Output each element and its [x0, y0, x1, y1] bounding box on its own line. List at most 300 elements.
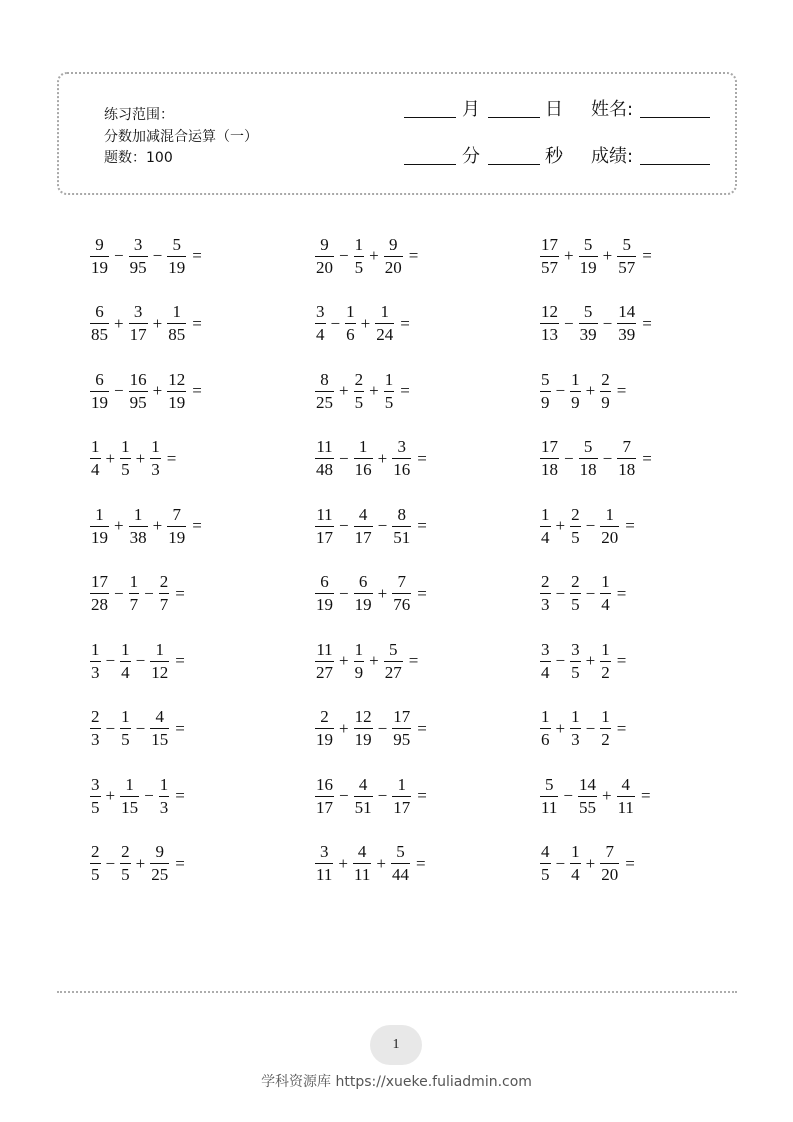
denominator: 19 — [316, 595, 333, 614]
denominator: 19 — [354, 595, 372, 614]
fraction — [89, 641, 102, 682]
fraction-bar — [150, 458, 161, 459]
denominator: 17 — [393, 797, 411, 817]
operator: + — [377, 583, 388, 603]
numerator: 1 — [172, 302, 181, 321]
problem-count: 题数：100 — [104, 150, 173, 166]
fraction — [577, 776, 598, 817]
denominator: 4 — [121, 662, 130, 682]
problem — [314, 709, 539, 749]
fraction — [383, 371, 396, 412]
fraction-bar — [570, 661, 581, 662]
numerator: 5 — [583, 234, 593, 254]
numerator: 4 — [357, 842, 367, 861]
operator: + — [369, 246, 379, 265]
operator: + — [555, 516, 566, 535]
denominator: 39 — [579, 325, 597, 344]
fraction — [539, 843, 552, 884]
denominator: 57 — [541, 257, 558, 277]
fraction-bar — [90, 593, 109, 594]
fraction-bar — [578, 796, 597, 797]
fraction — [166, 506, 187, 547]
fraction — [353, 371, 366, 412]
fraction — [344, 303, 357, 344]
operator: − — [339, 786, 349, 805]
fraction — [128, 573, 141, 614]
fraction — [89, 236, 110, 277]
denominator: 5 — [571, 527, 580, 547]
denominator: 25 — [151, 865, 169, 884]
topic-title: 分数加减混合运算（一） — [104, 128, 258, 145]
operator: + — [602, 246, 613, 265]
fraction — [599, 371, 612, 412]
fraction-bar — [540, 391, 551, 392]
operator: + — [585, 381, 596, 400]
numerator: 3 — [319, 842, 329, 861]
fraction — [314, 438, 335, 479]
fraction-bar — [384, 391, 395, 392]
name-label: 姓名: — [591, 99, 634, 120]
fraction — [166, 303, 187, 344]
fraction — [128, 506, 149, 547]
numerator: 7 — [605, 842, 614, 861]
numerator: 12 — [354, 707, 372, 726]
equals-sign: = — [415, 853, 426, 873]
minute-blank — [404, 164, 456, 165]
denominator: 3 — [91, 662, 100, 682]
numerator: 5 — [583, 437, 593, 456]
problem — [89, 574, 314, 614]
fraction-bar — [315, 458, 334, 459]
fraction — [578, 236, 599, 277]
fraction — [374, 303, 395, 344]
denominator: 15 — [151, 730, 169, 749]
fraction-bar — [90, 863, 101, 864]
operator: − — [585, 583, 596, 603]
fraction — [89, 776, 102, 817]
numerator: 4 — [155, 707, 164, 726]
fraction-bar — [315, 863, 333, 864]
numerator: 4 — [621, 774, 630, 794]
denominator: 5 — [121, 865, 130, 884]
fraction — [89, 506, 110, 547]
fraction-bar — [354, 728, 373, 729]
fraction-bar — [600, 728, 611, 729]
fraction — [599, 708, 612, 749]
fraction-bar — [540, 796, 558, 797]
fraction-bar — [159, 593, 170, 594]
fraction — [119, 776, 140, 817]
numerator: 4 — [358, 504, 368, 524]
fraction-bar — [150, 661, 169, 662]
fraction-bar — [90, 256, 109, 257]
fraction — [599, 641, 612, 682]
fraction — [128, 303, 149, 344]
denominator: 19 — [579, 257, 597, 277]
numerator: 6 — [320, 572, 329, 591]
operator: + — [339, 651, 349, 670]
numerator: 1 — [95, 504, 104, 524]
equals-sign: = — [642, 313, 652, 333]
operator: − — [555, 853, 566, 873]
equals-sign: = — [192, 381, 202, 400]
fraction — [353, 776, 374, 817]
equals-sign: = — [400, 381, 410, 400]
numerator: 5 — [172, 234, 181, 254]
numerator: 5 — [622, 234, 631, 254]
fraction — [539, 236, 560, 277]
denominator: 5 — [121, 460, 130, 479]
denominator: 95 — [129, 392, 147, 412]
denominator: 3 — [571, 730, 580, 749]
fraction — [578, 303, 599, 344]
problem — [314, 236, 539, 276]
fraction — [569, 371, 582, 412]
fraction — [149, 641, 170, 682]
fraction — [578, 438, 599, 479]
problem — [314, 776, 539, 816]
operator: − — [564, 313, 574, 333]
operator: + — [360, 313, 371, 333]
fraction — [383, 236, 404, 277]
operator: + — [585, 853, 596, 873]
fraction — [569, 506, 582, 547]
fraction — [158, 776, 171, 817]
problem — [539, 236, 764, 276]
fraction-bar — [129, 391, 148, 392]
denominator: 19 — [91, 257, 108, 277]
fraction-bar — [167, 323, 186, 324]
month-label: 月 — [462, 99, 480, 120]
operator: − — [585, 718, 596, 738]
fraction-bar — [392, 728, 411, 729]
fraction — [128, 236, 149, 277]
numerator: 1 — [601, 707, 610, 726]
fraction — [569, 573, 582, 614]
fraction-bar — [315, 796, 334, 797]
numerator: 2 — [91, 842, 100, 861]
denominator: 12 — [151, 662, 169, 682]
fraction-bar — [540, 458, 559, 459]
fraction-bar — [392, 593, 411, 594]
numerator: 11 — [316, 437, 333, 456]
numerator: 17 — [91, 572, 108, 591]
numerator: 3 — [133, 302, 143, 321]
fraction — [119, 708, 132, 749]
fraction — [539, 438, 560, 479]
denominator: 19 — [168, 527, 186, 547]
fraction-bar — [315, 526, 334, 527]
numerator: 1 — [380, 302, 389, 321]
problem — [89, 439, 314, 479]
numerator: 2 — [121, 842, 130, 861]
denominator: 4 — [541, 527, 550, 547]
numerator: 1 — [155, 639, 164, 659]
fraction-bar — [120, 661, 131, 662]
numerator: 3 — [91, 774, 100, 794]
problem — [314, 641, 539, 681]
numerator: 5 — [541, 369, 550, 389]
problem — [539, 776, 764, 816]
fraction-bar — [150, 863, 169, 864]
fraction — [569, 641, 582, 682]
problem — [314, 844, 539, 884]
operator: + — [377, 448, 388, 468]
numerator: 1 — [91, 437, 100, 456]
fraction — [391, 776, 412, 817]
numerator: 1 — [571, 369, 580, 389]
score-label: 成绩: — [591, 146, 634, 167]
operator: − — [555, 381, 566, 400]
numerator: 9 — [95, 234, 104, 254]
fraction-bar — [579, 256, 598, 257]
fraction — [89, 303, 110, 344]
score-blank — [640, 164, 710, 165]
fraction-bar — [129, 256, 148, 257]
fraction — [314, 506, 335, 547]
numerator: 11 — [316, 504, 333, 524]
fraction — [391, 506, 412, 547]
fraction — [353, 641, 366, 682]
fraction-bar — [354, 391, 365, 392]
denominator: 3 — [541, 595, 550, 614]
numerator: 1 — [121, 639, 130, 659]
problem-grid — [89, 236, 764, 911]
second-label: 秒 — [545, 146, 563, 167]
operator: − — [563, 786, 573, 805]
fraction-bar — [617, 323, 636, 324]
numerator: 2 — [541, 572, 550, 591]
problem — [89, 844, 314, 884]
fraction-bar — [391, 863, 410, 864]
numerator: 16 — [316, 774, 333, 794]
denominator: 95 — [129, 257, 147, 277]
numerator: 16 — [129, 369, 147, 389]
fraction — [383, 641, 404, 682]
denominator: 6 — [541, 730, 550, 749]
fraction-bar — [353, 863, 371, 864]
day-label: 日 — [545, 99, 563, 120]
problem — [89, 709, 314, 749]
denominator: 19 — [168, 392, 186, 412]
worksheet-info — [104, 105, 258, 170]
fraction-bar — [579, 323, 598, 324]
fraction-bar — [392, 526, 411, 527]
fraction-bar — [600, 593, 611, 594]
fraction — [314, 371, 335, 412]
denominator: 38 — [129, 527, 147, 547]
fraction-bar — [570, 728, 581, 729]
numerator: 3 — [541, 639, 550, 659]
fraction — [539, 303, 560, 344]
fraction-bar — [617, 458, 636, 459]
problem — [539, 371, 764, 411]
denominator: 28 — [91, 595, 108, 614]
denominator: 4 — [91, 460, 100, 479]
fraction — [539, 641, 552, 682]
numerator: 12 — [541, 302, 558, 321]
denominator: 2 — [601, 662, 610, 682]
fraction-bar — [90, 391, 109, 392]
operator: + — [105, 786, 116, 805]
equals-sign: = — [192, 246, 202, 265]
fraction — [616, 303, 637, 344]
problem — [314, 574, 539, 614]
fraction-bar — [167, 526, 186, 527]
denominator: 9 — [541, 392, 550, 412]
fraction-bar — [392, 796, 411, 797]
fraction — [569, 843, 582, 884]
problem — [89, 506, 314, 546]
fraction — [353, 438, 374, 479]
numerator: 2 — [91, 707, 100, 726]
numerator: 7 — [622, 437, 631, 456]
fraction-bar — [540, 728, 551, 729]
operator: − — [564, 448, 574, 468]
problem — [539, 304, 764, 344]
fraction-bar — [129, 526, 148, 527]
operator: − — [135, 718, 146, 738]
operator: + — [135, 448, 146, 468]
numerator: 9 — [155, 842, 164, 861]
fraction — [353, 708, 374, 749]
problem — [314, 304, 539, 344]
denominator: 20 — [384, 257, 402, 277]
numerator: 2 — [354, 369, 364, 389]
operator: − — [105, 651, 116, 670]
operator: + — [564, 246, 574, 265]
operator: + — [369, 651, 379, 670]
numerator: 2 — [601, 369, 610, 389]
equals-sign: = — [175, 853, 185, 873]
numerator: 1 — [541, 707, 550, 726]
fraction — [390, 843, 411, 884]
fraction-bar — [315, 593, 334, 594]
equals-sign: = — [175, 786, 185, 805]
denominator: 27 — [316, 662, 333, 682]
fraction-bar — [120, 863, 131, 864]
numerator: 1 — [125, 774, 134, 794]
numerator: 1 — [541, 504, 550, 524]
fraction-bar — [120, 796, 139, 797]
numerator: 2 — [320, 707, 329, 726]
numerator: 2 — [571, 504, 580, 524]
numerator: 1 — [121, 707, 130, 726]
fraction-bar — [600, 863, 619, 864]
problem — [314, 506, 539, 546]
numerator: 4 — [541, 842, 550, 861]
denominator: 51 — [354, 797, 372, 817]
equals-sign: = — [616, 651, 627, 670]
denominator: 19 — [168, 257, 186, 277]
denominator: 20 — [601, 865, 619, 884]
numerator: 2 — [571, 572, 580, 591]
fraction-bar — [570, 391, 581, 392]
fraction — [149, 843, 170, 884]
fraction — [539, 371, 552, 412]
fraction — [166, 371, 187, 412]
fraction-bar — [315, 728, 334, 729]
fraction — [119, 641, 132, 682]
denominator: 5 — [354, 257, 364, 277]
equals-sign: = — [625, 853, 635, 873]
numerator: 1 — [151, 437, 160, 456]
denominator: 55 — [578, 797, 596, 817]
equals-sign: = — [417, 786, 427, 805]
denominator: 11 — [617, 797, 634, 817]
fraction-bar — [600, 391, 611, 392]
fraction-bar — [167, 256, 186, 257]
fraction — [616, 776, 636, 817]
equals-sign: = — [642, 448, 652, 468]
denominator: 57 — [618, 257, 636, 277]
denominator: 18 — [579, 460, 597, 479]
day-blank — [488, 117, 540, 118]
operator: − — [144, 583, 154, 603]
operator: − — [585, 516, 596, 535]
fraction-bar — [354, 526, 373, 527]
denominator: 95 — [393, 730, 411, 749]
problem — [539, 439, 764, 479]
operator: − — [339, 246, 349, 265]
denominator: 15 — [121, 797, 139, 817]
denominator: 19 — [91, 527, 108, 547]
fraction-bar — [540, 323, 559, 324]
numerator: 1 — [571, 707, 580, 726]
fraction — [166, 236, 187, 277]
fraction — [599, 506, 620, 547]
fraction — [314, 236, 335, 277]
fraction-bar — [384, 661, 403, 662]
numerator: 1 — [384, 369, 394, 389]
fraction-bar — [354, 661, 365, 662]
fraction — [539, 573, 552, 614]
fraction — [149, 708, 170, 749]
denominator: 5 — [91, 865, 100, 884]
fraction-bar — [540, 256, 559, 257]
denominator: 6 — [346, 325, 355, 344]
problem — [539, 844, 764, 884]
numerator: 17 — [541, 437, 558, 456]
denominator: 7 — [129, 595, 139, 614]
numerator: 3 — [571, 639, 580, 659]
operator: − — [602, 313, 613, 333]
operator: + — [376, 853, 386, 873]
numerator: 17 — [393, 707, 411, 726]
denominator: 17 — [129, 325, 147, 344]
numerator: 1 — [605, 504, 614, 524]
numerator: 14 — [618, 302, 636, 321]
denominator: 2 — [601, 730, 610, 749]
equals-sign: = — [175, 651, 185, 670]
numerator: 1 — [397, 774, 406, 794]
fraction-bar — [600, 661, 611, 662]
denominator: 16 — [354, 460, 372, 479]
operator: + — [339, 381, 349, 400]
equals-sign: = — [417, 718, 427, 738]
denominator: 4 — [316, 325, 325, 344]
denominator: 19 — [91, 392, 108, 412]
fraction-bar — [354, 796, 373, 797]
denominator: 18 — [541, 460, 558, 479]
fraction-bar — [315, 323, 326, 324]
operator: − — [144, 786, 154, 805]
numerator: 5 — [396, 842, 405, 861]
denominator: 17 — [316, 797, 333, 817]
numerator: 1 — [346, 302, 355, 321]
fraction-bar — [600, 526, 619, 527]
fraction — [352, 843, 372, 884]
